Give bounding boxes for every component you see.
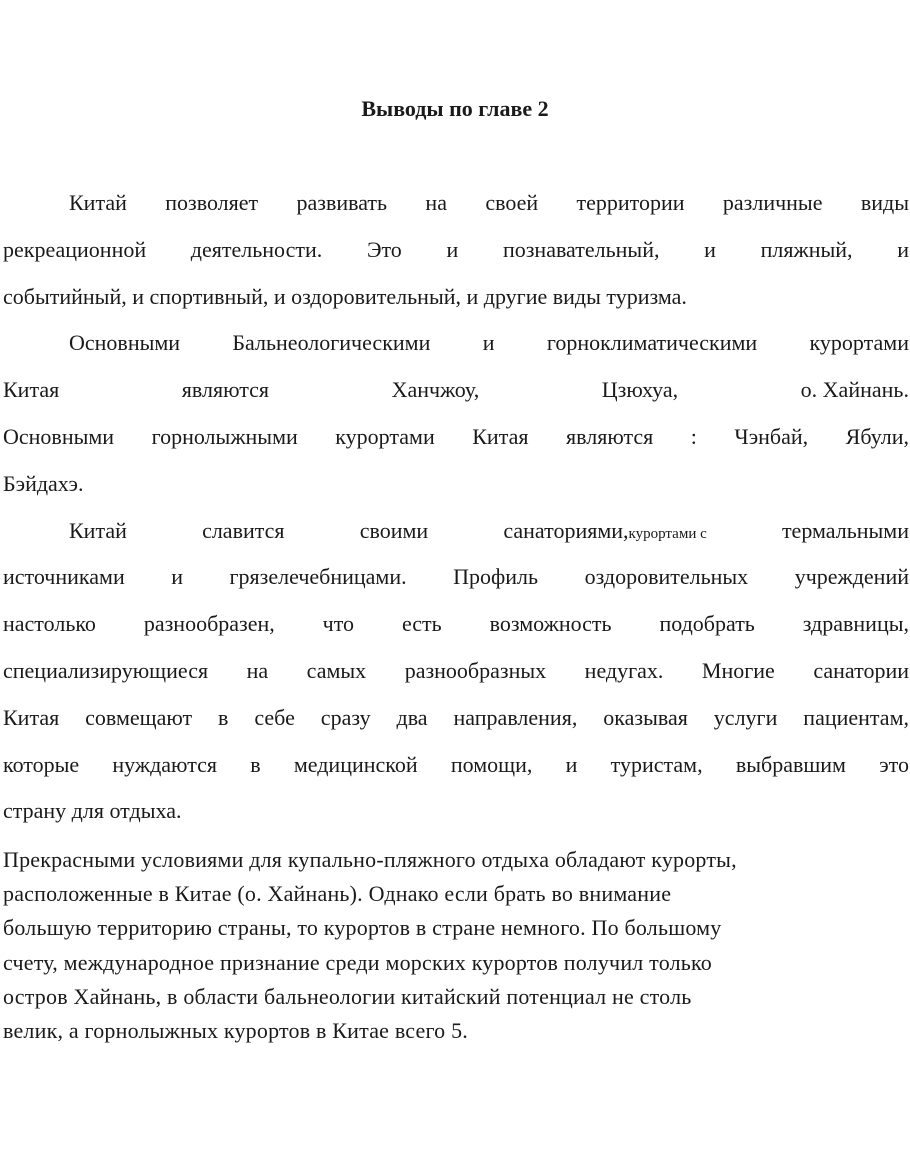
p3-word-sanatoriums: [503, 508, 706, 558]
p2-word-hangzhou: Ханчжоу,: [391, 377, 480, 403]
p1-line-2: рекреационной деятельности. Это и познавательный, и пляжный, и: [3, 236, 909, 262]
p1-line-3: событийный, и спортивный, и оздоровительный, и другие виды туризма.: [3, 283, 687, 309]
p3-word-thermal: термальными: [781, 517, 909, 543]
p4-line-1: Прекрасными условиями для купально-пляжного отдыха обладают курорты,: [3, 847, 737, 872]
p3-line-7: страну для отдыха.: [3, 798, 182, 824]
p4-line-2: расположенные в Китае (о. Хайнань). Однако если брать во внимание: [3, 881, 672, 907]
p2-line-2: [3, 367, 909, 414]
p3-line-6: которые нуждаются в медицинской помощи, и туристам, выбравшим это: [3, 751, 909, 777]
p2-word-hainan: о. Хайнань.: [800, 377, 909, 403]
p3-word-famous: славится: [202, 517, 285, 543]
p2-line-1: Основными Бальнеологическими и горноклиматическими курортами: [69, 330, 909, 356]
p2-word-jiuhua: Цзюхуа,: [601, 377, 679, 403]
p3-line-1: [3, 508, 909, 555]
p1-line-1: Китай позволяет развивать на своей территории различные виды: [69, 190, 909, 215]
pasted-text-block: [3, 843, 883, 1048]
p3-line-5: Китая совмещают в себе сразу два направления, оказывая услуги пациентам,: [3, 704, 909, 730]
p4-line-4: счету, международное признание среди морских курортов получил только: [3, 949, 712, 975]
p4-line-5: остров Хайнань, в области бальнеологии китайский потенциал не столь: [3, 983, 692, 1009]
p4-line-6: велик, а горнолыжных курортов в Китае всего 5.: [3, 1017, 468, 1043]
p3-small-inserted-text: курортами с: [628, 525, 707, 542]
p2-word-are: являются: [181, 377, 270, 403]
p3-word-china: Китай: [69, 517, 127, 543]
p3-sanatoriums-text: санаториями,: [503, 517, 629, 543]
p3-line-2: источниками и грязелечебницами. Профиль оздоровительных учреждений: [3, 564, 909, 590]
p2-line-4: Бэйдахэ.: [3, 470, 84, 496]
p2-line-3: Основными горнолыжными курортами Китая являются : Чэнбай, Ябули,: [3, 423, 909, 449]
chapter-conclusions-heading: Выводы по главе 2: [361, 96, 549, 121]
main-text-block: [3, 180, 909, 835]
p3-word-its: своими: [359, 517, 429, 543]
p3-line-4: специализирующиеся на самых разнообразных недугах. Многие санатории: [3, 657, 909, 683]
p4-line-3: большую территорию страны, то курортов в стране немного. По большому: [3, 915, 722, 941]
p3-line-3: настолько разнообразен, что есть возможность подобрать здравницы,: [3, 611, 909, 637]
p2-word-china: Китая: [3, 377, 60, 403]
